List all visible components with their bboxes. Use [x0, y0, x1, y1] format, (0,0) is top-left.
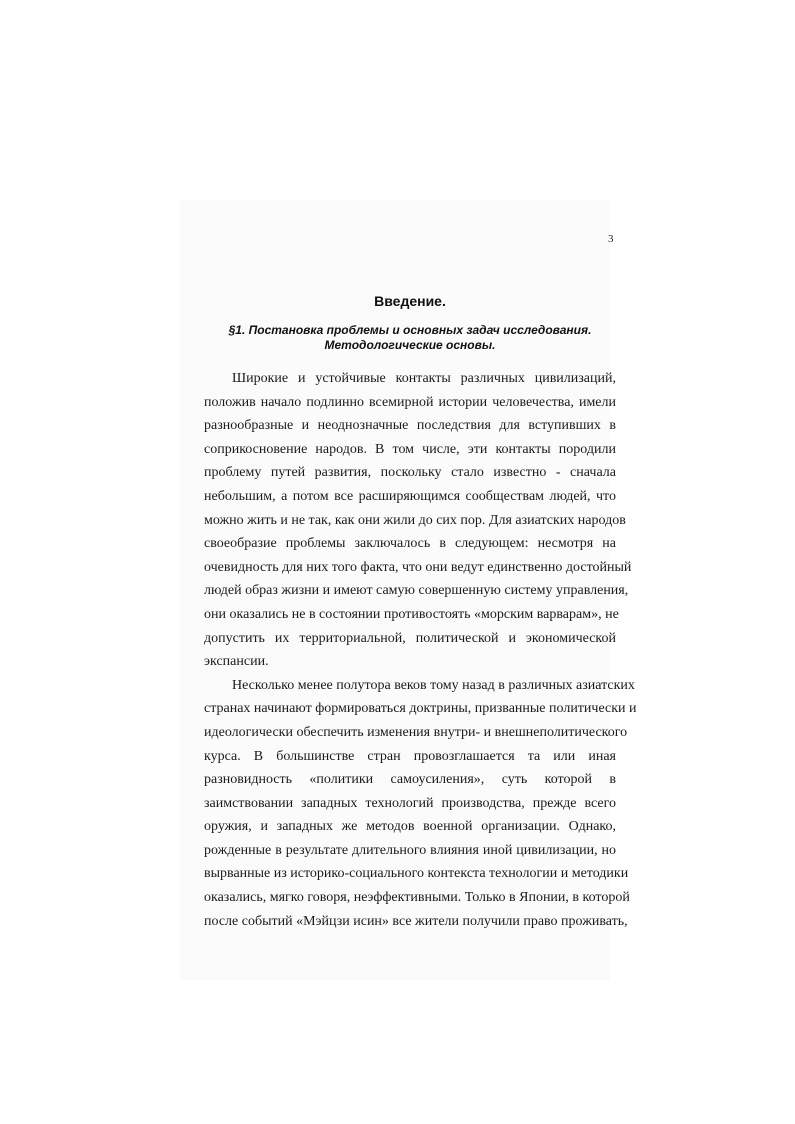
- text-line: людей образ жизни и имеют самую совершенную систему управления,: [204, 583, 629, 599]
- subheading-line: §1. Постановка проблемы и основных задач исследования.: [228, 323, 592, 337]
- text-line: допустить их территориальной, политической и экономической: [204, 630, 616, 646]
- text-line: Несколько менее полутора веков тому назад в различных азиатских: [232, 677, 635, 693]
- text-line: странах начинают формироваться доктрины, призванные политически и: [204, 701, 637, 717]
- text-line: идеологически обеспечить изменения внутри- и внешнеполитического: [204, 724, 628, 740]
- paragraph-2: [204, 674, 637, 934]
- section-subheading: [204, 323, 616, 353]
- page-number: 3: [608, 233, 614, 245]
- chapter-heading: Введение.: [374, 293, 446, 309]
- subheading-line: Методологические основы.: [324, 338, 496, 352]
- text-line: экспансии.: [204, 654, 269, 670]
- text-line: разнообразные и неоднозначные последствия для вступивших в: [204, 418, 616, 434]
- text-line: вырванные из историко-социального контекста технологии и методики: [204, 866, 629, 882]
- text-line: они оказались не в состоянии противостоять «морским варварам», не: [204, 606, 619, 622]
- text-line: проблему путей развития, поскольку стало известно - сначала: [204, 465, 616, 481]
- text-line: очевидность для них того факта, что они ведут единственно достойный: [204, 559, 632, 575]
- text-line: разновидность «политики самоусиления», суть которой в: [204, 772, 616, 788]
- text-line: небольшим, а потом все расширяющимся сообществам людей, что: [204, 488, 616, 504]
- text-line: Широкие и устойчивые контакты различных цивилизаций,: [232, 371, 616, 386]
- text-line: рожденные в результате длительного влияния иной цивилизации, но: [204, 842, 616, 858]
- text-line: оружия, и западных же методов военной организации. Однако,: [204, 819, 616, 835]
- text-line: оказались, мягко говоря, неэффективными. Только в Японии, в которой: [204, 890, 630, 906]
- text-line: курса. В большинстве стран провозглашается та или иная: [204, 748, 616, 764]
- text-line: после событий «Мэйцзи исин» все жители получили право проживать,: [204, 913, 628, 929]
- text-line: можно жить и не так, как они жили до сих пор. Для азиатских народов: [204, 512, 626, 528]
- text-line: соприкосновение народов. В том числе, эти контакты породили: [204, 441, 616, 457]
- text-line: положив начало подлинно всемирной истории человечества, имели: [204, 394, 616, 410]
- text-line: своеобразие проблемы заключалось в следующем: несмотря на: [204, 536, 616, 552]
- text-line: заимствовании западных технологий производства, прежде всего: [204, 795, 616, 811]
- paragraph-1: [204, 367, 632, 674]
- body-text: [204, 367, 637, 933]
